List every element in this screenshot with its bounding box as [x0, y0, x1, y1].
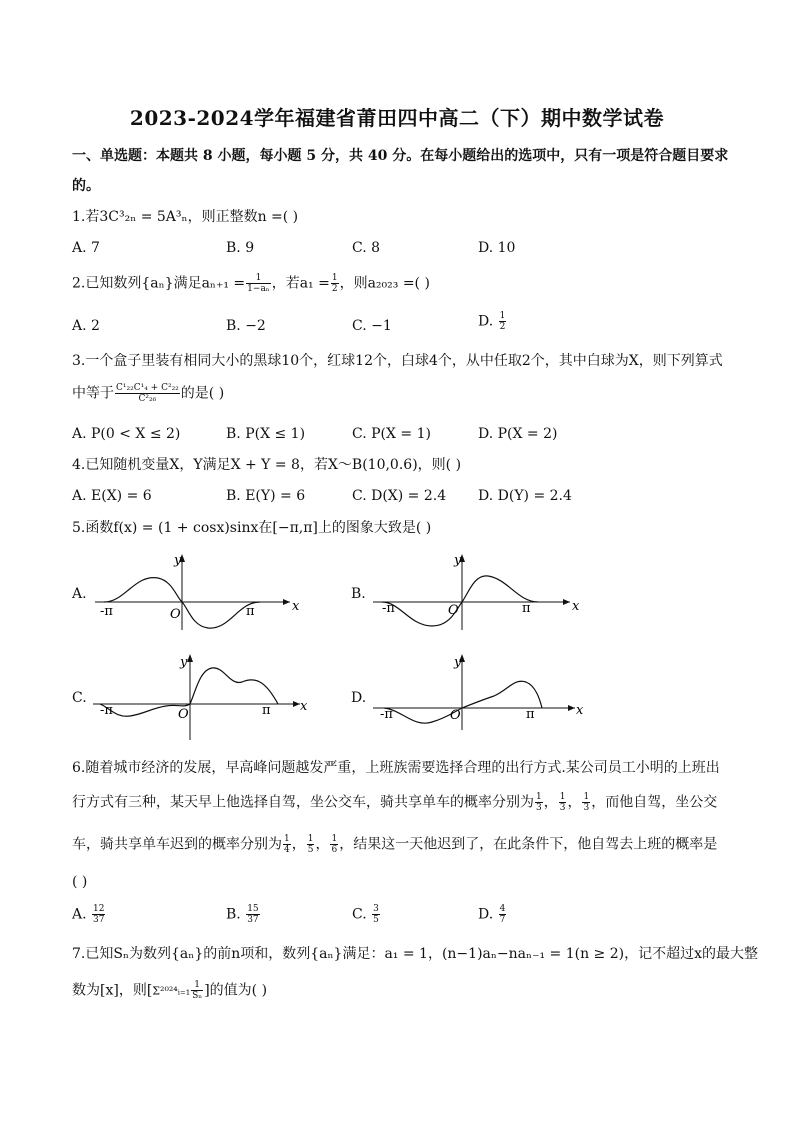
y-label: y [180, 655, 188, 670]
x-label: x [572, 599, 580, 614]
y-label: y [174, 553, 182, 568]
q7-line2-part-a: 数为[x]，则[ [72, 982, 153, 999]
q1-option-d: D. 10 [478, 240, 516, 256]
q2-optd-den: 2 [499, 322, 506, 332]
q2-optd-num: 1 [499, 311, 506, 321]
q6-prob-frac-1 [535, 792, 543, 813]
q5-graph-a [90, 552, 300, 632]
q2-option-d [478, 311, 507, 332]
q6-option-a-label: A. [72, 906, 87, 923]
origin-label: O [170, 607, 181, 622]
q3-frac-den: C²₂₆ [138, 394, 157, 404]
q6-option-b-label: B. [226, 906, 241, 923]
q2-fraction-1 [246, 273, 271, 294]
q6-stem-line2: 行方式有三种，某天早上他选择自驾，坐公交车，骑共享单车的概率分别为 $\frac{1}{3}$ ， $\frac{1}{3}$ ， $\frac{1}{3}$ ，而他自驾，坐公交 [72, 792, 718, 813]
q3-option-d: D. P(X = 2) [478, 426, 558, 442]
q2-stem-part-a: 2.已知数列{aₙ}满足aₙ₊₁ = [72, 275, 246, 292]
num: 15 [247, 904, 259, 914]
neg-pi-label: -π [100, 703, 113, 718]
den: 4 [284, 845, 290, 855]
q3-option-b: B. P(X ≤ 1) [226, 426, 306, 442]
num: 1 [536, 792, 542, 802]
q4-stem: 4.已知随机变量X，Y满足X + Y = 8，若X～B(10,0.6)，则( ) [72, 457, 462, 473]
q6-late-frac-3 [330, 834, 338, 855]
pos-pi-label: π [526, 707, 535, 722]
q1-option-c: C. 8 [352, 240, 381, 256]
q5-graph-c [90, 652, 310, 742]
q6-line3-part-b: ，结果这一天他迟到了，在此条件下，他自驾去上班的概率是 [339, 836, 718, 853]
q2-option-d-label: D. [478, 313, 494, 330]
q2-frac2-den: 2 [331, 284, 338, 294]
section-heading-cont: 的。 [72, 178, 100, 194]
q6-option-c [352, 904, 381, 925]
pos-pi-label: π [262, 703, 271, 718]
q5-graph-a-label: A. [72, 586, 87, 602]
q1-option-b: B. 9 [226, 240, 255, 256]
pos-pi-label: π [522, 601, 531, 616]
q7-stem-line1: 7.已知Sₙ为数列{aₙ}的前n项和，数列{aₙ}满足：a₁ = 1，(n−1)aₙ−naₙ₋₁ = 1(n ≥ 2)，记不超过x的最大整 [72, 946, 758, 962]
den: 7 [499, 915, 506, 925]
q5-graph-b [370, 552, 580, 632]
q7-stem-line2 [72, 980, 732, 1002]
q6-late-frac-1 [283, 834, 291, 855]
num: 12 [93, 904, 105, 914]
den: 6 [331, 845, 338, 855]
x-axis-arrow-icon [293, 701, 300, 707]
x-label: x [292, 599, 300, 614]
q6-prob-frac-3 [582, 792, 590, 813]
den: 5 [307, 845, 314, 855]
den: 3 [559, 803, 566, 813]
page-title: 2023-2024学年福建省莆田四中高二（下）期中数学试卷 [129, 106, 665, 130]
q4-option-b: B. E(Y) = 6 [226, 488, 306, 504]
q6-option-a-fraction [92, 904, 105, 925]
q6-option-a [72, 904, 106, 925]
q4-option-c: C. D(X) = 2.4 [352, 488, 447, 504]
q6-stem-line4: ( ) [72, 874, 88, 890]
q6-option-d-label: D. [478, 906, 494, 923]
q6-option-c-label: C. [352, 906, 367, 923]
neg-pi-label: -π [100, 604, 113, 619]
q6-option-c-fraction [372, 904, 380, 925]
den: 3 [536, 803, 542, 813]
q6-line2-part-b: ，而他自驾，坐公交 [591, 794, 718, 811]
den: 37 [93, 915, 105, 925]
num: 1 [559, 792, 566, 802]
x-label: x [300, 699, 308, 714]
curve [100, 668, 278, 716]
q1-option-a: A. 7 [72, 240, 100, 256]
origin-label: O [448, 603, 459, 618]
q6-line3-part-a: 车，骑共享单车迟到的概率分别为 [72, 836, 282, 853]
q2-frac1-den: 1−aₙ [247, 284, 270, 294]
q3-fraction [115, 383, 180, 404]
q5-graph-d [370, 652, 584, 732]
curve [384, 681, 542, 723]
q2-stem [72, 273, 732, 294]
num: 4 [499, 904, 506, 914]
q3-stem-line1: 3.一个盒子里装有相同大小的黑球10个，红球12个，白球4个，从中任取2个，其中白球为X，则下列算式 [72, 353, 723, 369]
q2-frac1-num: 1 [246, 273, 271, 284]
x-axis-arrow-icon [563, 599, 570, 605]
neg-pi-label: -π [382, 601, 395, 616]
q2-frac2-num: 1 [331, 273, 338, 283]
num: 1 [307, 834, 314, 844]
den: 5 [373, 915, 379, 925]
q3-stem-line2 [72, 383, 732, 404]
q6-option-b [226, 904, 261, 925]
q3-frac-num: C¹₂₂C¹₄ + C²₂₂ [116, 383, 179, 393]
q6-late-frac-2 [307, 834, 315, 855]
num: 3 [373, 904, 379, 914]
q6-stem-line3: 车，骑共享单车迟到的概率分别为 $\frac{1}{4}$ ， $\frac{1}{5}$ ， $\frac{1}{6}$ ，结果这一天他迟到了，在此条件下，他自驾去上班的概率是 [72, 834, 718, 855]
q4-option-d: D. D(Y) = 2.4 [478, 488, 572, 504]
q3-option-a: A. P(0 < X ≤ 2) [72, 426, 181, 442]
q3-option-c: C. P(X = 1) [352, 426, 431, 442]
q5-graph-b-label: B. [351, 586, 366, 602]
q6-option-b-fraction [246, 904, 259, 925]
y-label: y [454, 655, 462, 670]
q2-option-b: B. −2 [226, 318, 266, 334]
den: 3 [583, 803, 590, 813]
neg-pi-label: -π [380, 707, 393, 722]
q3-line2-part-b: 的是( ) [180, 385, 225, 402]
q1-stem: 1.若3C³₂ₙ = 5A³ₙ，则正整数n =( ) [72, 209, 299, 225]
q2-stem-part-b: ，若a₁ = [271, 275, 330, 292]
y-axis-arrow-icon [187, 654, 193, 662]
q5-graph-d-label: D. [351, 690, 367, 706]
q6-option-d-fraction [499, 904, 507, 925]
num: 1 [284, 834, 290, 844]
num: 1 [191, 980, 203, 991]
q2-fraction-2 [331, 273, 339, 294]
den: Sₙ [192, 991, 203, 1001]
q2-option-c: C. −1 [352, 318, 392, 334]
num: 1 [583, 792, 590, 802]
q6-stem-line1: 6.随着城市经济的发展，早高峰问题越发严重，上班族需要选择合理的出行方式.某公司员工小明的上班出 [72, 760, 720, 776]
q3-line2-part-a: 中等于 [72, 385, 114, 402]
x-axis-arrow-icon [568, 705, 575, 711]
q7-summation: Σ²⁰²⁴ᵢ₌₁ [152, 984, 191, 998]
q5-stem: 5.函数f(x) = (1 + cosx)sinx在[−π,π]上的图象大致是( ) [72, 520, 432, 536]
y-label: y [454, 553, 462, 568]
pos-pi-label: π [246, 604, 255, 619]
q5-graph-c-label: C. [72, 690, 87, 706]
q2-stem-part-c: ，则a₂₀₂₃ =( ) [339, 275, 430, 292]
x-axis-arrow-icon [283, 599, 290, 605]
q6-option-d [478, 904, 507, 925]
section-heading: 一、单选题：本题共 8 小题，每小题 5 分，共 40 分。在每小题给出的选项中，只有一项是符合题目要求 [72, 148, 729, 164]
curve [382, 576, 538, 626]
origin-label: O [178, 707, 189, 722]
q7-fraction [191, 980, 203, 1001]
num: 1 [331, 834, 338, 844]
q6-prob-frac-2 [559, 792, 567, 813]
den: 37 [247, 915, 259, 925]
q2-option-a: A. 2 [72, 318, 100, 334]
q2-option-d-fraction [499, 311, 507, 332]
q6-line2-part-a: 行方式有三种，某天早上他选择自驾，坐公交车，骑共享单车的概率分别为 [72, 794, 534, 811]
q7-line2-part-b: ]的值为( ) [204, 982, 268, 999]
q4-option-a: A. E(X) = 6 [72, 488, 152, 504]
x-label: x [576, 703, 584, 718]
origin-label: O [450, 708, 461, 723]
